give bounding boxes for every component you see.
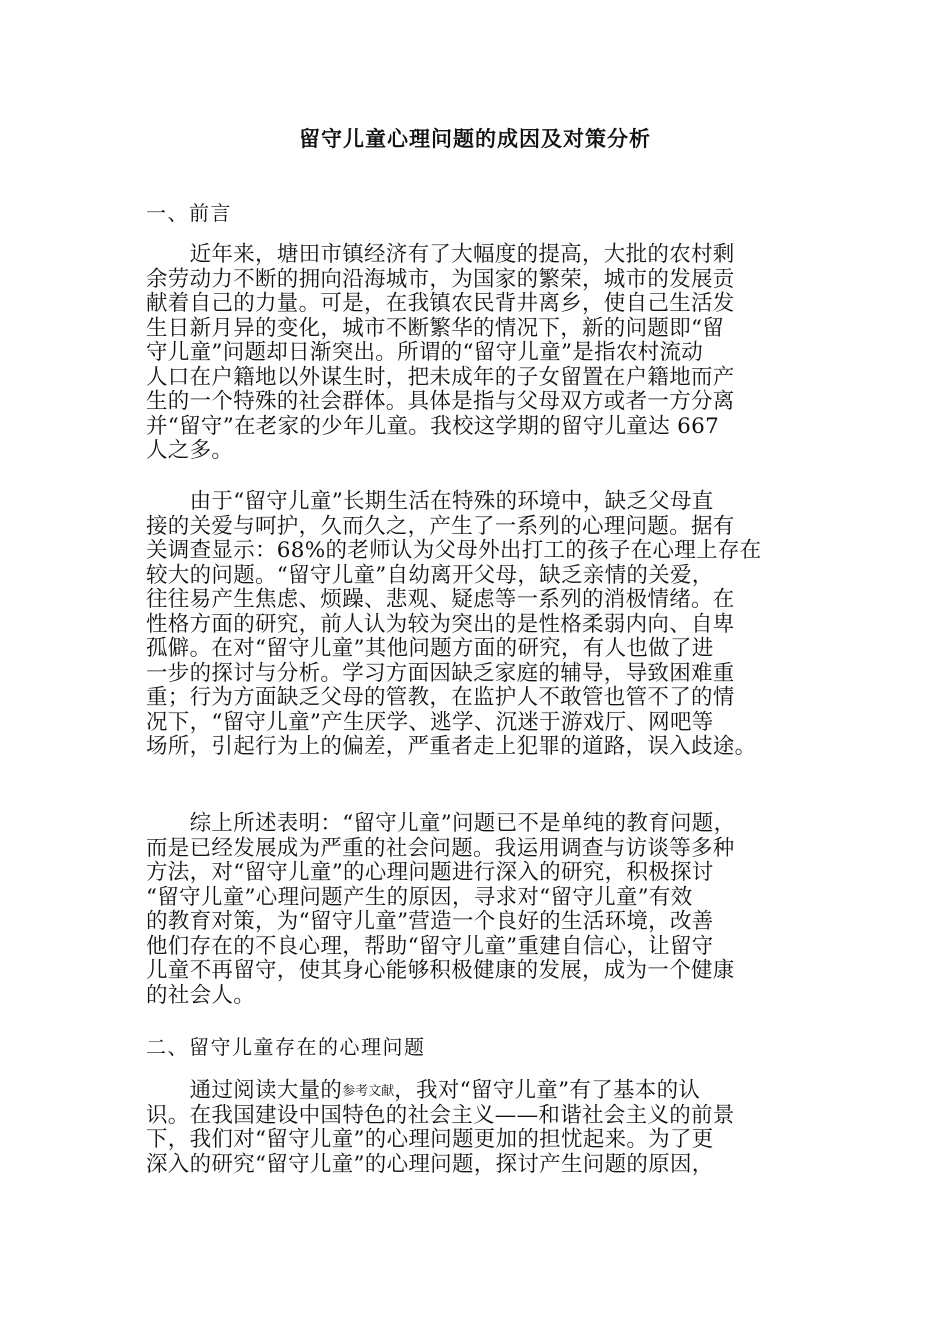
section-heading-introduction: 一、前言 [146, 201, 232, 225]
text-line-with-reference [146, 1079, 814, 1104]
text-line: 近年来，塘田市镇经济有了大幅度的提高，大批的农村剩 [146, 242, 735, 267]
paragraph-introduction-1 [146, 243, 814, 464]
text-line: 而是已经发展成为严重的社会问题。我运用调查与访谈等多种 [146, 835, 735, 861]
text-line: 重；行为方面缺乏父母的管教，在监护人不敢管也管不了的情 [146, 685, 735, 710]
text-line: 余劳动力不断的拥向沿海城市，为国家的繁荣，城市的发展贡 [146, 266, 735, 292]
text-line: 守儿童”问题却日渐突出。所谓的“留守儿童”是指农村流动 [146, 340, 704, 365]
text-line: 生的一个特殊的社会群体。具体是指与父母双方或者一方分离 [146, 389, 735, 414]
text-line: 往往易产生焦虑、烦躁、悲观、疑虑等一系列的消极情绪。在 [146, 587, 735, 612]
document-title: 留守儿童心理问题的成因及对策分析 [299, 127, 651, 151]
text-line: 他们存在的不良心理，帮助“留守儿童”重建自信心，让留守 [146, 933, 714, 959]
text-line: 人口在户籍地以外谋生时，把未成年的子女留置在户籍地而产 [146, 364, 735, 390]
text-line: 人之多。 [146, 438, 234, 463]
text-line: 识。在我国建设中国特色的社会主义——和谐社会主义的前景 [146, 1102, 735, 1128]
reference-text: 参考文献 [342, 1084, 395, 1099]
text-segment: ，我对“留守儿童”有了基本的认 [394, 1078, 701, 1103]
text-line: 接的关爱与呵护，久而久之，产生了一系列的心理问题。据有 [146, 513, 735, 539]
text-line: 综上所述表明：“留守儿童”问题已不是单纯的教育问题， [146, 811, 736, 836]
text-line: 由于“留守儿童”长期生活在特殊的环境中，缺乏父母直 [146, 489, 714, 514]
text-line: 孤僻。在对“留守儿童”其他问题方面的研究，有人也做了进 [146, 636, 714, 661]
text-line: 性格方面的研究，前人认为较为突出的是性格柔弱内向、自卑 [146, 611, 735, 637]
text-line: 的教育对策，为“留守儿童”营造一个良好的生活环境，改善 [146, 909, 714, 934]
text-line: 深入的研究“留守儿童”的心理问题，探讨产生问题的原因， [146, 1151, 714, 1177]
text-line: 较大的问题。“留守儿童”自幼离开父母，缺乏亲情的关爱， [146, 562, 714, 588]
text-line: 儿童不再留守，使其身心能够积极健康的发展，成为一个健康 [146, 958, 735, 983]
section-heading-psychological-problems: 二、留守儿童存在的心理问题 [146, 1035, 426, 1059]
text-segment: 通过阅读大量的 [146, 1078, 343, 1103]
text-line: 方法，对“留守儿童”的心理问题进行深入的研究，积极探讨 [146, 860, 714, 885]
text-line: “留守儿童”心理问题产生的原因，寻求对“留守儿童”有效 [146, 884, 693, 910]
paragraph-psychological-problems-1 [146, 1079, 814, 1177]
text-line: 下，我们对“留守儿童”的心理问题更加的担忧起来。为了更 [146, 1127, 714, 1152]
text-line: 献着自己的力量。可是，在我镇农民背井离乡，使自己生活发 [146, 291, 735, 316]
text-line: 并“留守”在老家的少年儿童。我校这学期的留守儿童达 667 [146, 413, 720, 439]
text-line: 场所，引起行为上的偏差，严重者走上犯罪的道路，误入歧途。 [146, 734, 757, 759]
text-line: 一步的探讨与分析。学习方面因缺乏家庭的辅导，导致困难重 [146, 660, 735, 686]
paragraph-introduction-3 [146, 812, 814, 1008]
text-line: 况下，“留守儿童”产生厌学、逃学、沉迷于游戏厅、网吧等 [146, 709, 714, 735]
text-line: 的社会人。 [146, 982, 256, 1008]
text-line: 关调查显示：68%的老师认为父母外出打工的孩子在心理上存在 [146, 538, 762, 563]
paragraph-introduction-2 [146, 490, 814, 760]
text-line: 生日新月异的变化，城市不断繁华的情况下，新的问题即“留 [146, 315, 725, 341]
